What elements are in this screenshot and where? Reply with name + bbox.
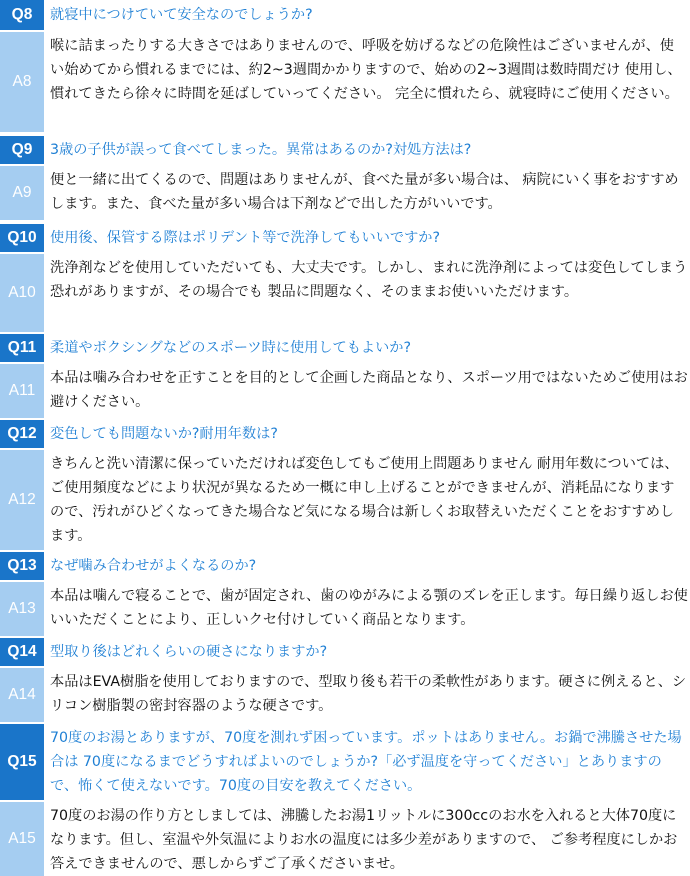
answer-row [0, 582, 690, 636]
answer-label: A9 [0, 166, 44, 220]
question-text: 型取り後はどれくらいの硬さになりますか? [44, 638, 690, 666]
question-text: 使用後、保管する際はポリデント等で洗浄してもいいですか? [44, 224, 690, 252]
answer-row [0, 450, 690, 550]
question-row [0, 334, 690, 362]
question-label: Q14 [0, 638, 44, 666]
answer-label: A8 [0, 32, 44, 132]
answer-text: 70度のお湯の作り方としましては、沸騰したお湯1リットルに300ccのお水を入れると大体70度になります。但し、室温や外気温によりお水の温度には多少差がありますので、 ご参考程度にしかお答えできませんので、悪しからずご了承くださいませ。 [44, 802, 690, 876]
answer-row [0, 364, 690, 418]
answer-row [0, 254, 690, 332]
question-text: なぜ噛み合わせがよくなるのか? [44, 552, 690, 580]
answer-text: 洗浄剤などを使用していただいても、大丈夫です。しかし、まれに洗浄剤によっては変色してしまう恐れがありますが、その場合でも 製品に問題なく、そのままお使いいただけます。 [44, 254, 690, 332]
answer-label: A14 [0, 668, 44, 722]
answer-label: A13 [0, 582, 44, 636]
answer-row [0, 668, 690, 722]
answer-label: A11 [0, 364, 44, 418]
answer-text: 本品は噛み合わせを正すことを目的として企画した商品となり、スポーツ用ではないためご使用はお避けください。 [44, 364, 690, 418]
question-label: Q9 [0, 136, 44, 164]
question-row [0, 420, 690, 448]
question-text: 柔道やボクシングなどのスポーツ時に使用してもよいか? [44, 334, 690, 362]
question-label: Q11 [0, 334, 44, 362]
answer-text: 本品は噛んで寝ることで、歯が固定され、歯のゆがみによる顎のズレを正します。毎日繰り返しお使いいただくことにより、正しいクセ付けしていく商品となります。 [44, 582, 690, 636]
answer-label: A15 [0, 802, 44, 876]
question-row [0, 136, 690, 164]
question-text: 就寝中につけていて安全なのでしょうか? [44, 0, 690, 30]
question-label: Q10 [0, 224, 44, 252]
answer-row [0, 166, 690, 220]
answer-text: 喉に詰まったりする大きさではありませんので、呼吸を妨げるなどの危険性はございませんが、使い始めてから慣れるまでには、約2~3週間かかりますので、始めの2~3週間は数時間だけ 使用し、慣れてきたら徐々に時間を延ばしていってください。 完全に慣れたら、就寝時にご使用ください。 [44, 32, 690, 132]
question-text: 3歳の子供が誤って食べてしまった。異常はあるのか?対処方法は? [44, 136, 690, 164]
answer-text: 便と一緒に出てくるので、問題はありませんが、食べた量が多い場合は、 病院にいく事をおすすめします。また、食べた量が多い場合は下剤などで出した方がいいです。 [44, 166, 690, 220]
question-text: 変色しても問題ないか?耐用年数は? [44, 420, 690, 448]
answer-label: A12 [0, 450, 44, 550]
answer-text: 本品はEVA樹脂を使用しておりますので、型取り後も若干の柔軟性があります。硬さに例えると、シリコン樹脂製の密封容器のような硬さです。 [44, 668, 690, 722]
question-text: 70度のお湯とありますが、70度を測れず困っています。ポットはありません。お鍋で沸騰させた場合は 70度になるまでどうすればよいのでしょうか?「必ず温度を守ってください」とありますので、怖くて使えないです。70度の目安を教えてください。 [44, 724, 690, 800]
answer-row [0, 32, 690, 132]
question-label: Q15 [0, 724, 44, 800]
answer-label: A10 [0, 254, 44, 332]
question-row [0, 552, 690, 580]
answer-text: きちんと洗い清潔に保っていただければ変色してもご使用上問題ありません 耐用年数については、ご使用頻度などにより状況が異なるため一概に申し上げることができませんが、消耗品になりますので、汚れがひどくなってきた場合など気になる場合は新しくお取替えいただくことをおすすめします。 [44, 450, 690, 550]
question-row [0, 0, 690, 30]
question-label: Q8 [0, 0, 44, 30]
answer-row [0, 802, 690, 876]
question-row [0, 638, 690, 666]
question-row [0, 224, 690, 252]
question-label: Q13 [0, 552, 44, 580]
question-label: Q12 [0, 420, 44, 448]
question-row [0, 724, 690, 800]
